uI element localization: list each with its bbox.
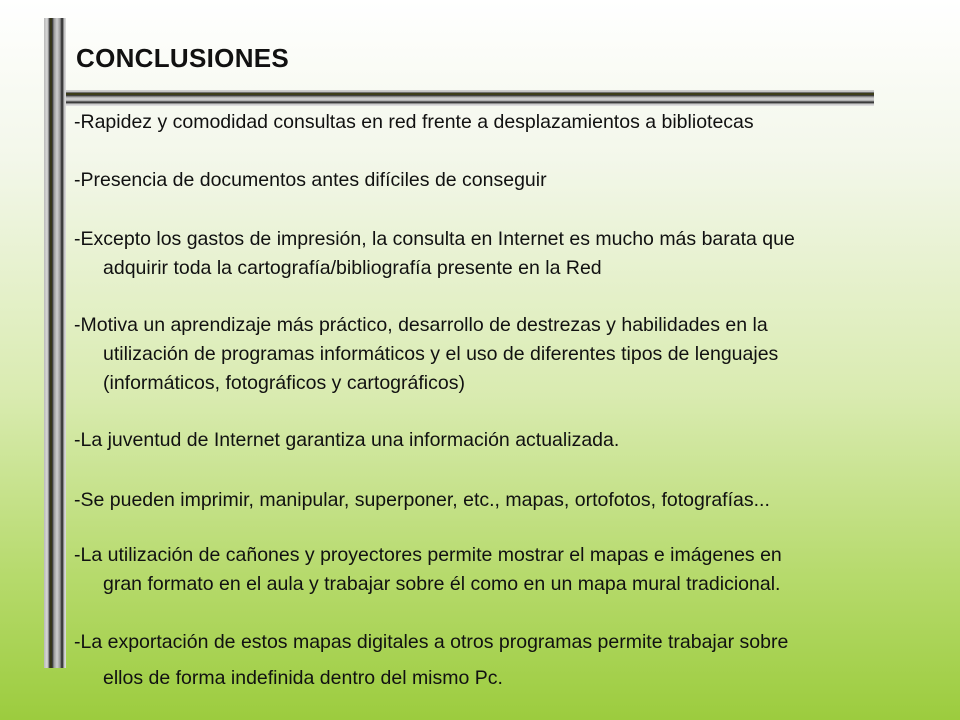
bullet-line: -La exportación de estos mapas digitales a otros programas permite trabajar sobre (74, 631, 789, 653)
bullet-line-continuation: adquirir toda la cartografía/bibliografía presente en la Red (103, 257, 602, 279)
bullet-line: -Rapidez y comodidad consultas en red frente a desplazamientos a bibliotecas (74, 111, 754, 133)
bullet-item-rapidez (74, 108, 754, 137)
bullet-line: -Se pueden imprimir, manipular, superponer, etc., mapas, ortofotos, fotografías... (74, 489, 770, 511)
bullet-item-imprimir (74, 486, 770, 515)
bullet-item-presencia (74, 166, 547, 195)
bullet-line: -La utilización de cañones y proyectores permite mostrar el mapas e imágenes en (74, 544, 782, 566)
bullet-item-motiva (74, 311, 778, 398)
bullet-item-juventud (74, 426, 619, 455)
bullet-item-exportacion (74, 628, 788, 693)
bullet-line: -Motiva un aprendizaje más práctico, desarrollo de destrezas y habilidades en la (74, 314, 768, 336)
bullet-item-canones (74, 541, 782, 599)
bullet-line-continuation: ellos de forma indefinida dentro del mismo Pc. (103, 667, 503, 689)
bullet-line-continuation: gran formato en el aula y trabajar sobre él como en un mapa mural tradicional. (103, 573, 781, 595)
bullet-line-continuation: (informáticos, fotográficos y cartográficos) (103, 372, 465, 394)
bullet-line: -Presencia de documentos antes difíciles de conseguir (74, 169, 547, 191)
vertical-decorative-bar (44, 18, 66, 668)
horizontal-decorative-bar (66, 90, 874, 106)
bullet-line: -Excepto los gastos de impresión, la consulta en Internet es mucho más barata que (74, 228, 795, 250)
bullet-line-continuation: utilización de programas informáticos y el uso de diferentes tipos de lenguajes (103, 343, 779, 365)
slide-title: CONCLUSIONES (76, 43, 290, 73)
bullet-line: -La juventud de Internet garantiza una información actualizada. (74, 429, 620, 451)
bullet-item-excepto (74, 225, 795, 283)
